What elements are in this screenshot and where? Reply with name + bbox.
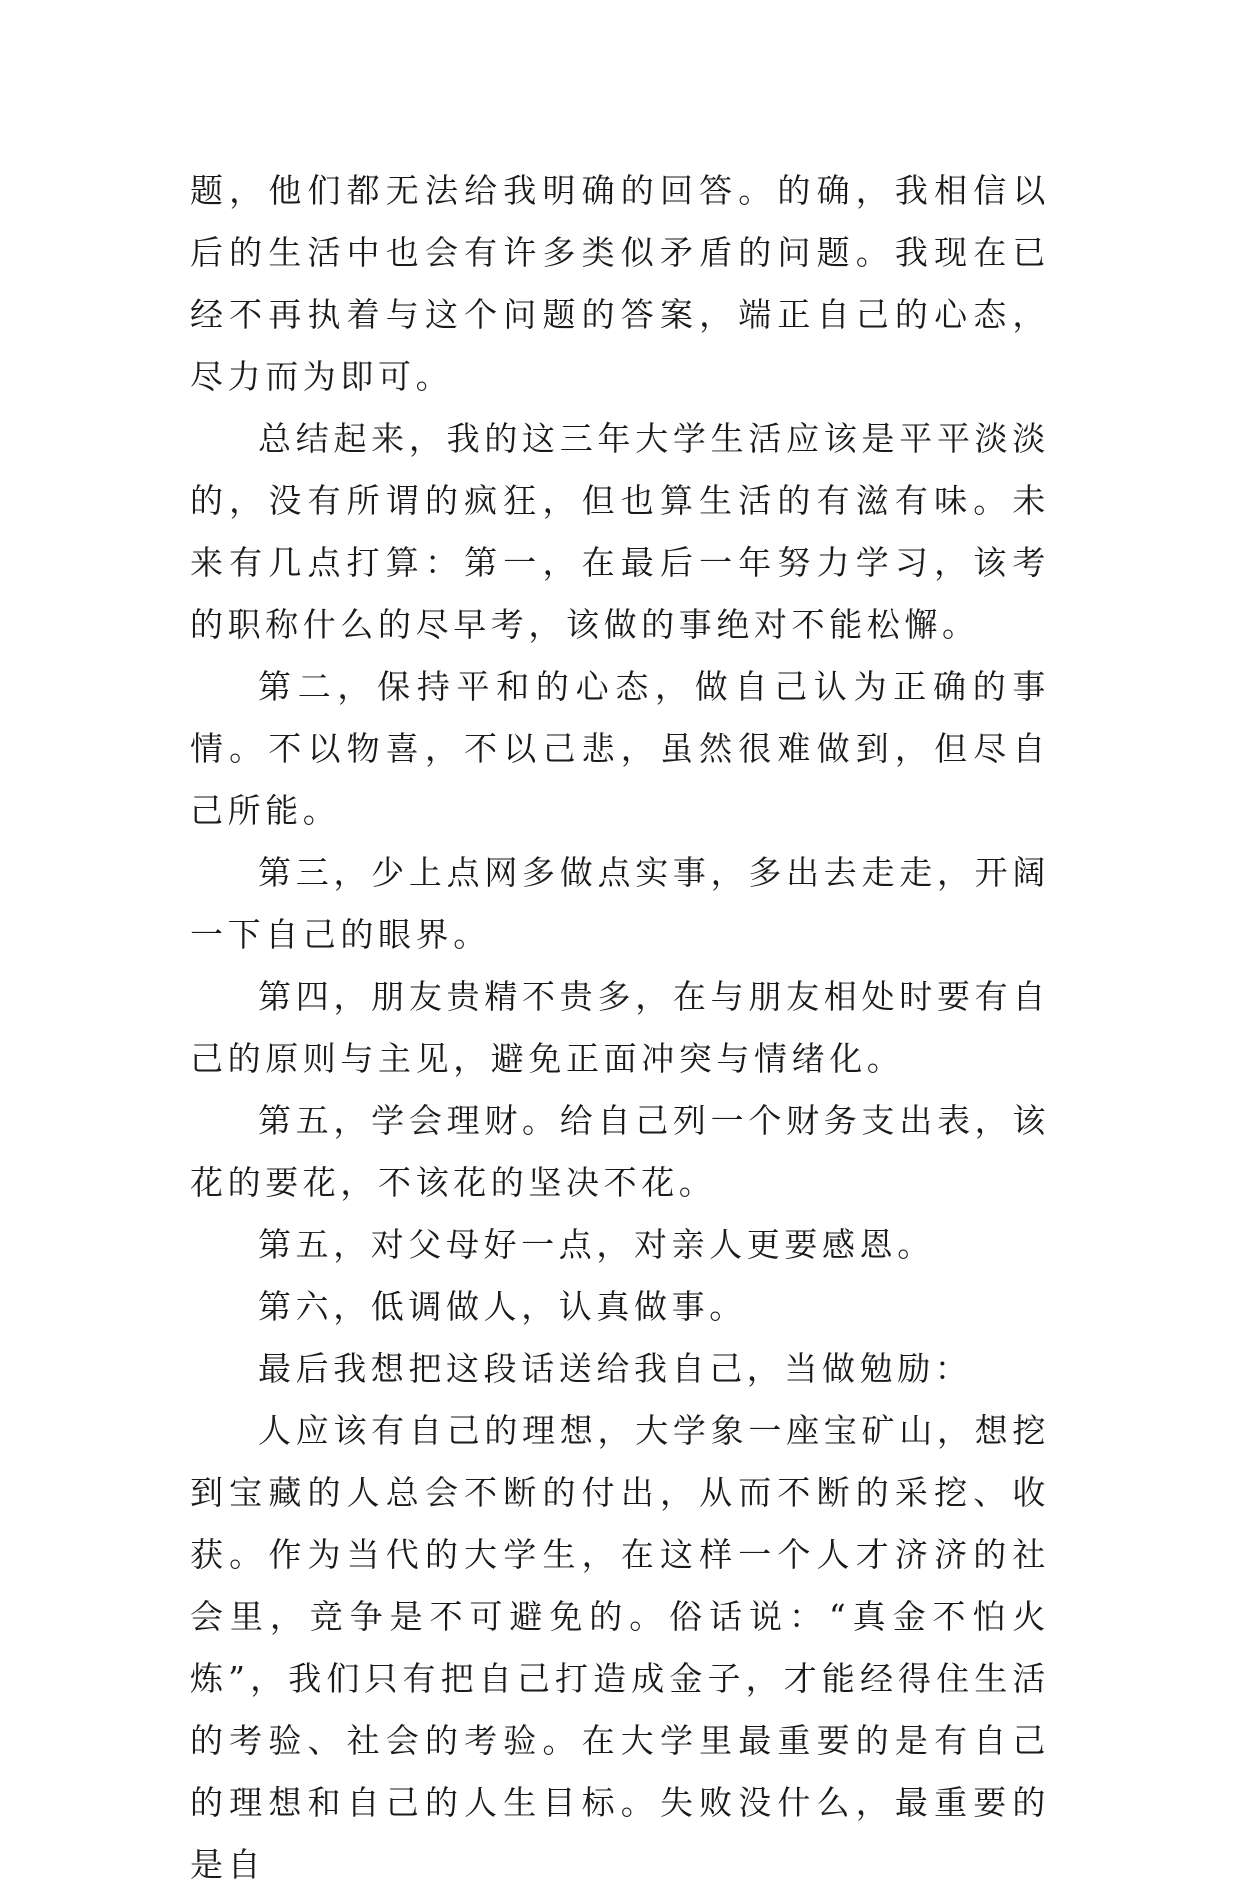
paragraph-7: 第五，对父母好一点，对亲人更要感恩。 [258,1225,935,1264]
paragraph-3: 第二，保持平和的心态，做自己认为正确的事情。不以物喜，不以己悲，虽然很难做到，但尽自己所能。 [190,667,1050,830]
paragraph-5: 第四，朋友贵精不贵多，在与朋友相处时要有自己的原则与主见，避免正面冲突与情绪化。 [190,977,1050,1078]
paragraph-9: 最后我想把这段话送给我自己，当做勉励： [258,1349,973,1388]
paragraph-8: 第六，低调做人，认真做事。 [258,1287,747,1326]
paragraph-1: 题，他们都无法给我明确的回答。的确，我相信以后的生活中也会有许多类似矛盾的问题。我现在已经不再执着与这个问题的答案，端正自己的心态，尽力而为即可。 [190,171,1050,396]
paragraph-6: 第五，学会理财。给自己列一个财务支出表，该花的要花，不该花的坚决不花。 [190,1101,1050,1202]
paragraph-4: 第三，少上点网多做点实事，多出去走走，开阔一下自己的眼界。 [190,853,1050,954]
paragraph-10: 人应该有自己的理想，大学象一座宝矿山，想挖到宝藏的人总会不断的付出，从而不断的采挖、收获。作为当代的大学生，在这样一个人才济济的社会里，竞争是不可避免的。俗话说：“真金不怕火炼”，我们只有把自己打造成金子，才能经得住生活的考验、社会的考验。在大学里最重要的是有自己的理想和自己的人生目标。失败没什么，最重要的是自 [190,1411,1050,1884]
paragraph-2: 总结起来，我的这三年大学生活应该是平平淡淡的，没有所谓的疯狂，但也算生活的有滋有味。未来有几点打算：第一，在最后一年努力学习，该考的职称什么的尽早考，该做的事绝对不能松懈。 [190,419,1050,644]
document-body [190,160,1050,1896]
